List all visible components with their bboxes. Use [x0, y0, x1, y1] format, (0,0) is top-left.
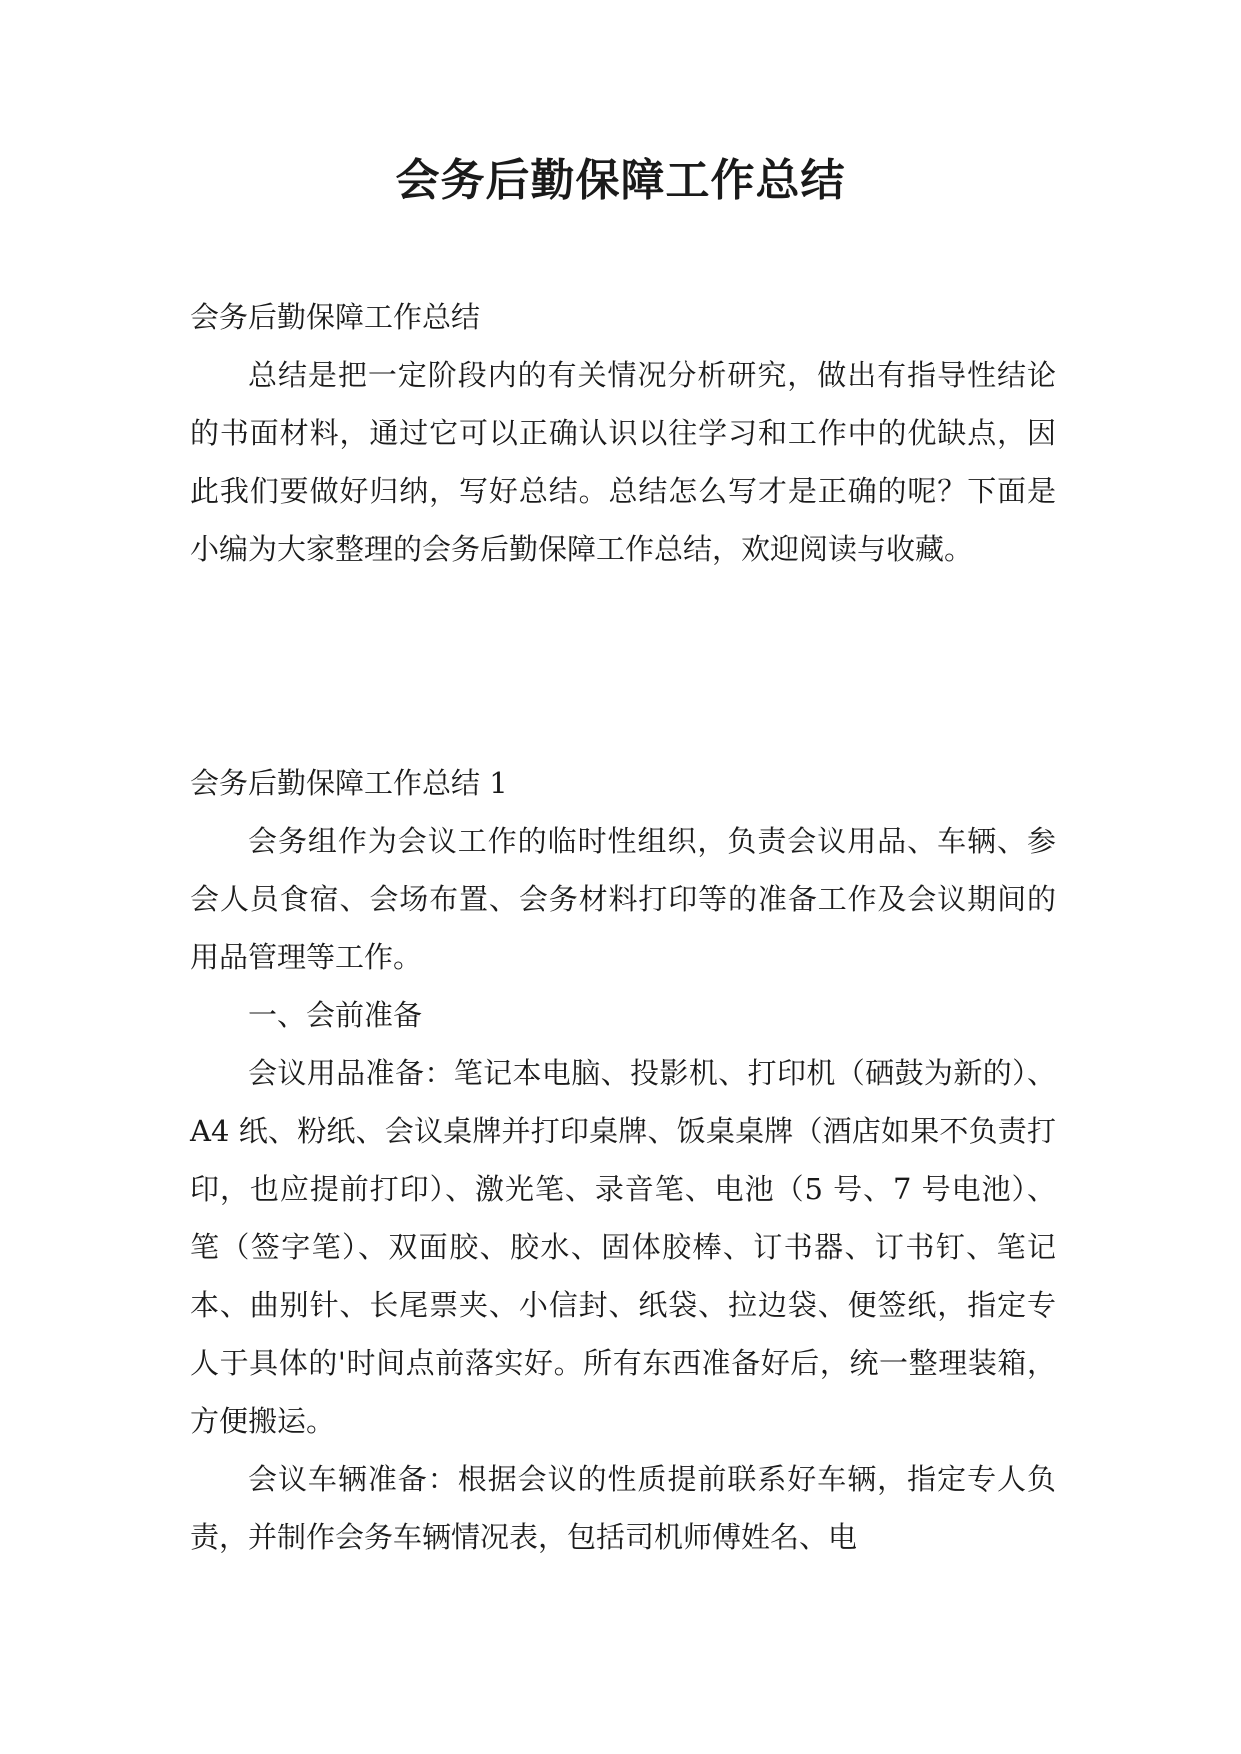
intro-heading: 会务后勤保障工作总结	[190, 300, 481, 334]
section-1-paragraph-3: 会议车辆准备：根据会议的性质提前联系好车辆，指定专人负责，并制作会务车辆情况表，包括司机师傅姓名、电	[190, 1462, 1056, 1554]
intro-section	[190, 288, 1056, 578]
section-1-heading: 会务后勤保障工作总结 1	[190, 766, 508, 800]
section-1-paragraph-1: 会务组作为会议工作的临时性组织，负责会议用品、车辆、参会人员食宿、会场布置、会务材料打印等的准备工作及会议期间的用品管理等工作。	[190, 824, 1056, 974]
section-1-subheading: 一、会前准备	[248, 998, 423, 1032]
intro-paragraph: 总结是把一定阶段内的有关情况分析研究，做出有指导性结论的书面材料，通过它可以正确认识以往学习和工作中的优缺点，因此我们要做好归纳，写好总结。总结怎么写才是正确的呢？下面是小编为大家整理的会务后勤保障工作总结，欢迎阅读与收藏。	[190, 358, 1056, 566]
document-title: 会务后勤保障工作总结	[395, 155, 846, 206]
section-1	[190, 754, 1056, 1566]
section-1-paragraph-2: 会议用品准备：笔记本电脑、投影机、打印机（硒鼓为新的）、A4 纸、粉纸、会议桌牌并打印桌牌、饭桌桌牌（酒店如果不负责打印，也应提前打印）、激光笔、录音笔、电池（5 号、7 号电池）、笔（签字笔）、双面胶、胶水、固体胶棒、订书器、订书钉、笔记本、曲别针、长尾票夹、小信封、纸袋、拉边袋、便签纸，指定专人于具体的'时间点前落实好。所有东西准备好后，统一整理装箱，方便搬运。	[190, 1056, 1056, 1438]
